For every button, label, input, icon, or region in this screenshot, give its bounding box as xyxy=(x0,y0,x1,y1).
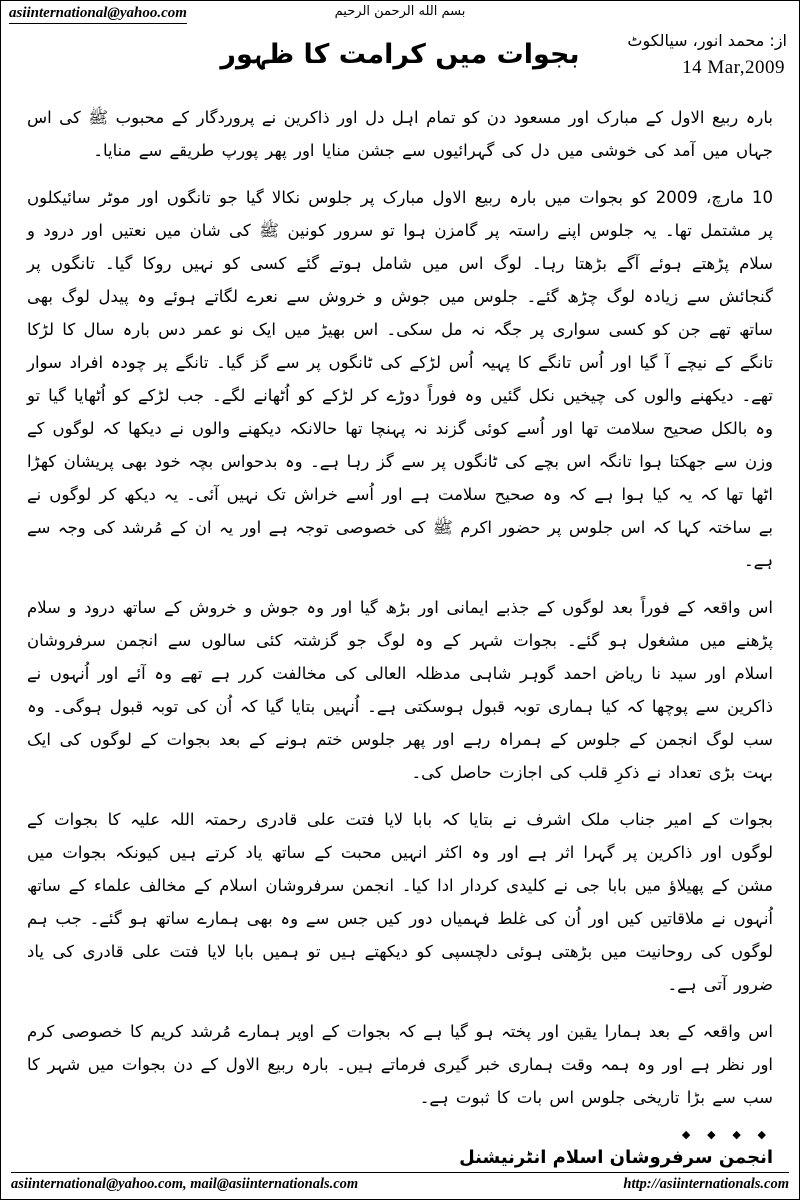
paragraph: 10 مارچ، 2009 کو بجوات میں بارہ ربیع الاول مبارک پر جلوس نکالا گیا جو تانگوں اور موٹر سائیکلوں پر مشتمل تھا۔ یہ جلوس اپنے راستہ پر گامزن ہوا تو سرور کونین ﷺ کی شان میں نعتیں اور درود و سلام پڑھتے ہوئے آگے بڑھتا رہا۔ لوگ اس میں شامل ہوتے گئے کسی کو نہیں روکا گیا۔ تانگوں پر گنجائش سے زیادہ لوگ چڑھ گئے۔ جلوس میں جوش و خروش سے نعرے لگاتے ہوئے وہ پیدل لوگ بھی ساتھ تھے جن کو کسی سواری پر جگہ نہ مل سکی۔ اس بھیڑ میں ایک نو عمر دس بارہ سال کا لڑکا تانگے کے نیچے آ گیا اور اُس تانگے کا پہیہ اُس لڑکے کی ٹانگوں پر سے گز گیا۔ تانگے پر چودہ افراد سوار تھے۔ دیکھنے والوں کی چیخیں نکل گئیں وہ فوراً دوڑے کر لڑکے کو اُٹھانے لگے۔ جب لڑکے کو اُٹھایا گیا تو وہ بالکل صحیح سلامت تھا اور اُسے کوئی گزند نہ پہنچا تھا حالانکہ دیکھنے والوں نے دیکھا کہ لوگوں کے وزن سے جھکتا ہوا تانگہ اس بچے کی ٹانگوں پر سے گز رہا ہے۔ وہ بدحواس بچہ خود بھی پریشان کھڑا اٹھا تھا کہ یہ کیا ہوا ہے کہ وہ صحیح سلامت ہے اور اُسے خراش تک نہیں آئی۔ یہ دیکھ کر لوگوں نے بے ساختہ کہا کہ اس جلوس پر حضور اکرم ﷺ کی خصوصی توجہ ہے اور یہ ان کے مُرشد کی وجہ سے ہے۔ xyxy=(27,188,773,570)
footer-divider xyxy=(11,1172,789,1173)
organization-name: انجمن سرفروشان اسلام انٹرنیشنل xyxy=(459,1147,773,1168)
document-header xyxy=(1,1,799,97)
paragraph: اس واقعہ کے بعد ہمارا یقین اور پختہ ہو گیا ہے کہ بجوات کے اوپر ہمارے مُرشد کریم کا خصوصی کرم اور نظر ہے اور وہ ہمہ وقت ہماری خبر گیری فرماتے ہیں۔ بارہ ربیع الاول کے دن بجوات میں شہر کا سب سے بڑا تاریخی جلوس اس بات کا ثبوت ہے۔ xyxy=(27,1022,773,1107)
paragraph: اس واقعہ کے فوراً بعد لوگوں کے جذبے ایمانی اور بڑھ گیا اور وہ جوش و خروش کے ساتھ درود و سلام پڑھنے میں مشغول ہو گئے۔ بجوات شہر کے وہ لوگ جو گزشتہ کئی سالوں سے انجمن سرفروشان اسلام اور سید نا ریاض احمد گوہر شاہی مدظلہ العالی کی مخالفت کرر ہے تھے وہ آئے اور اُنہوں نے ذاکرین سے پوچھا کہ کیا ہماری توبہ قبول ہوسکتی ہے۔ اُنہیں بتایا گیا کہ اُن کی توبہ قبول ہوگی۔ وہ سب لوگ انجمن کے جلوس کے ہمراہ رہے اور پھر جلوس ختم ہونے کے بعد بجوات کے لوگوں کی ایک بہت بڑی تعداد نے ذکرِ قلب کی اجازت حاصل کی۔ xyxy=(27,598,773,782)
author-line: از: محمد انور، سیالکوٹ xyxy=(627,31,787,50)
footer-emails: asiinternational@yahoo.com, mail@asiinternationals.com xyxy=(11,1176,359,1192)
bismillah-line: بسم الله الرحمن الرحيم xyxy=(334,4,466,19)
page-title: بجوات میں کرامت کا ظہور xyxy=(220,39,580,70)
paragraph: بجوات کے امیر جناب ملک اشرف نے بتایا کہ بابا لایا فتت علی قادری رحمتہ اللہ علیہ کا بجوات کے لوگوں اور ذاکرین پر گہرا اثر ہے اور وہ اکثر انہیں محبت کے ساتھ یاد کرتے ہیں کیونکہ بجوات میں مشن کے پھیلاؤ میں بابا جی نے کلیدی کردار ادا کیا۔ انجمن سرفروشان اسلام کے مخالف علماء کے ساتھ اُنہوں نے ملاقاتیں کیں اور اُن کی غلط فہمیاں دور کیں جس سے وہ بھی ہمارے ساتھ ہو گئے۔ جب ہم لوگوں کی روحانیت میں بڑھتی ہوئی دلچسپی کو دیکھتے ہیں تو ہمیں بابا لایا فتت علی قادری کی یاد ضرور آتی ہے۔ xyxy=(27,810,773,994)
document-body xyxy=(1,97,799,1168)
document-footer xyxy=(1,1172,799,1193)
section-divider: ◆ ◆ ◆ ◆ xyxy=(681,1129,773,1141)
footer-website[interactable]: http://asiinternationals.com xyxy=(623,1176,789,1192)
publication-date: 14 Mar,2009 xyxy=(682,57,785,78)
header-email: asiinternational@yahoo.com xyxy=(9,5,187,24)
paragraph: بارہ ربیع الاول کے مبارک اور مسعود دن کو تمام اہل دل اور ذاکرین نے پروردگار کے محبوب ﷺ کی اس جہاں میں آمد کی خوشی میں دل کی گہرائیوں سے جشن منایا اور پھر پورپ طریقے سے منایا۔ xyxy=(27,108,773,160)
